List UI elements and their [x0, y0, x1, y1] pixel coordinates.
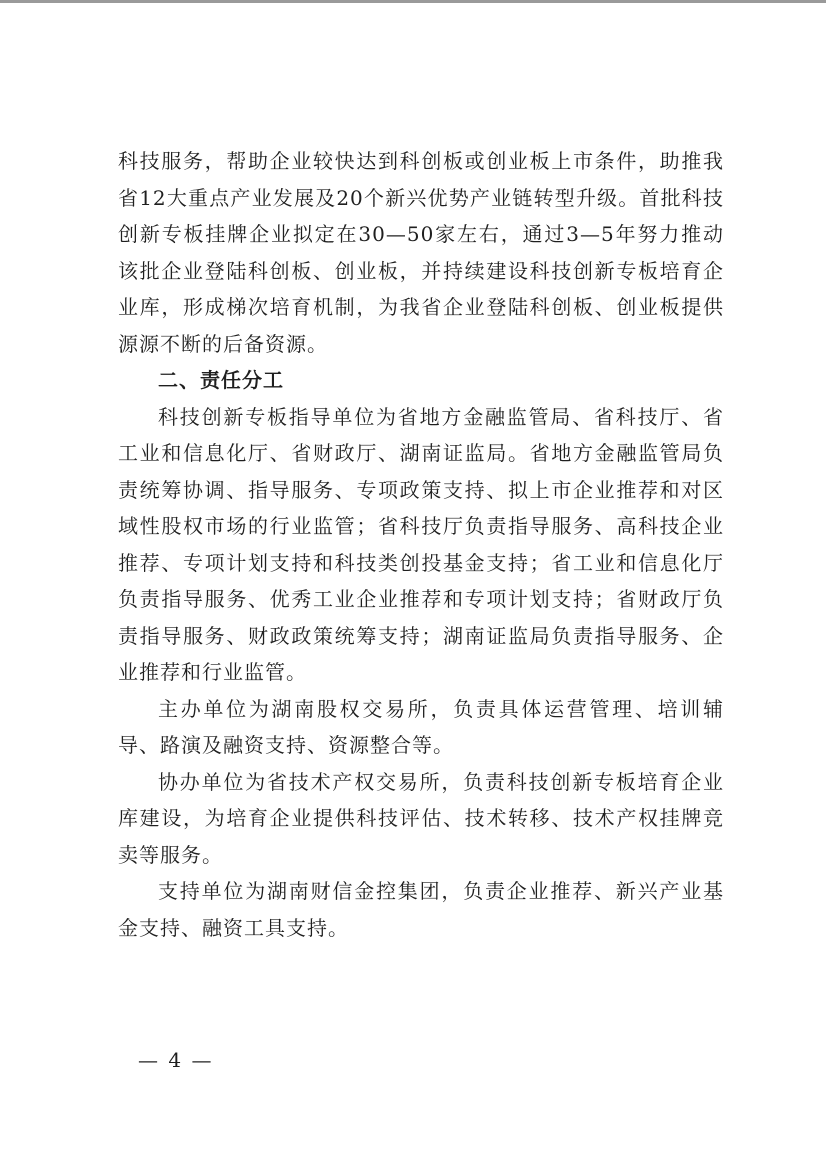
page-number: — 4 — — [138, 1048, 214, 1072]
section-heading: 二、责任分工 — [158, 368, 284, 392]
paragraph-guidance-units: 科技创新专板指导单位为省地方金融监管局、省科技厅、省工业和信息化厅、省财政厅、湖南证监局。省地方金融监管局负责统筹协调、指导服务、专项政策支持、拟上市企业推荐和对区域性股权市场的行业监管；省科技厅负责指导服务、高科技企业推荐、专项计划支持和科技类创投基金支持；省工业和信息化厅负责指导服务、优秀工业企业推荐和专项计划支持；省财政厅负责指导服务、财政政策统筹支持；湖南证监局负责指导服务、企业推荐和行业监管。 — [118, 404, 724, 684]
body-text — [118, 143, 724, 946]
paragraph-co-host-unit: 协办单位为省技术产权交易所，负责科技创新专板培育企业库建设，为培育企业提供科技评估、技术转移、技术产权挂牌竞卖等服务。 — [118, 769, 724, 867]
paragraph-continuation: 科技服务，帮助企业较快达到科创板或创业板上市条件，助推我省12大重点产业发展及20个新兴优势产业链转型升级。首批科技创新专板挂牌企业拟定在30—50家左右，通过3—5年努力推动该批企业登陆科创板、创业板，并持续建设科技创新专板培育企业库，形成梯次培育机制，为我省企业登陆科创板、创业板提供源源不断的后备资源。 — [118, 149, 724, 356]
paragraph-host-unit: 主办单位为湖南股权交易所，负责具体运营管理、培训辅导、路演及融资支持、资源整合等。 — [118, 696, 724, 757]
paragraph-support-unit: 支持单位为湖南财信金控集团，负责企业推荐、新兴产业基金支持、融资工具支持。 — [118, 879, 724, 940]
